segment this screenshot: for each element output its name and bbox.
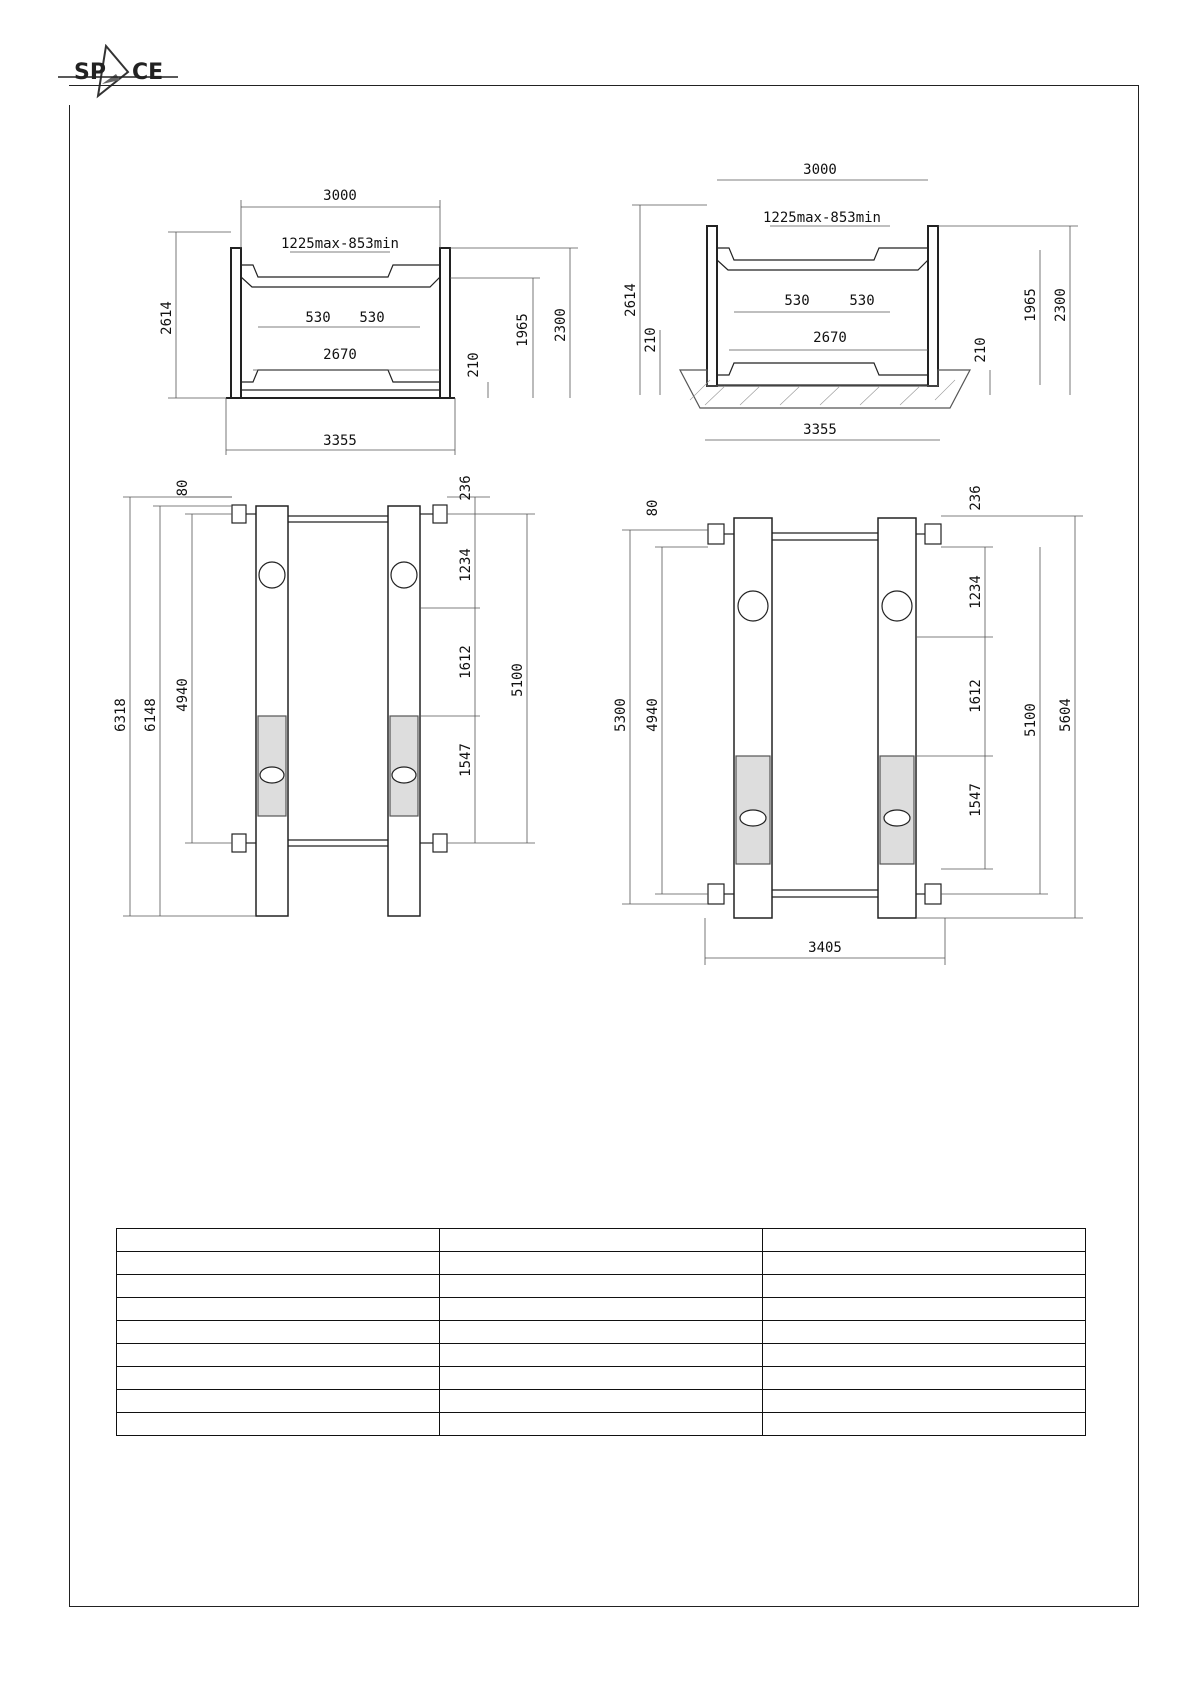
dim-236: 236	[458, 475, 474, 501]
dim-5100-r: 5100	[1023, 703, 1039, 737]
dim-4940-r: 4940	[645, 698, 661, 732]
dim-1612: 1612	[458, 645, 474, 679]
table-cell	[117, 1229, 440, 1252]
dim-530-d: 530	[849, 293, 875, 309]
dim-1234: 1234	[458, 548, 474, 582]
dim-2670-r: 2670	[813, 330, 847, 346]
dim-2614-r: 2614	[623, 283, 639, 317]
table-cell	[440, 1344, 763, 1367]
dim-80: 80	[175, 479, 191, 497]
table-cell	[117, 1413, 440, 1436]
table-cell	[763, 1298, 1086, 1321]
table-cell	[440, 1275, 763, 1298]
table-cell	[763, 1390, 1086, 1413]
dim-6148: 6148	[143, 698, 159, 732]
table-cell	[117, 1344, 440, 1367]
table-cell	[763, 1344, 1086, 1367]
table-row	[117, 1367, 1086, 1390]
front-view-right	[623, 162, 1078, 440]
dim-3405: 3405	[808, 940, 842, 956]
table-cell	[440, 1321, 763, 1344]
table-cell	[117, 1390, 440, 1413]
dim-530-b: 530	[359, 310, 385, 326]
dim-210: 210	[466, 352, 482, 378]
plan-view-right	[613, 485, 1083, 965]
dim-1965: 1965	[515, 313, 531, 347]
table-row	[117, 1252, 1086, 1275]
dim-5604: 5604	[1058, 698, 1074, 732]
table-cell	[117, 1275, 440, 1298]
logo-text-right: CE	[132, 60, 164, 85]
dim-2670: 2670	[323, 347, 357, 363]
table-cell	[763, 1367, 1086, 1390]
dim-3000-r: 3000	[803, 162, 837, 178]
plan-view-left	[113, 475, 535, 916]
dim-2300: 2300	[553, 308, 569, 342]
table-row	[117, 1344, 1086, 1367]
front-view-left	[159, 188, 578, 455]
table-cell	[117, 1252, 440, 1275]
table-cell	[440, 1390, 763, 1413]
dim-1547-r: 1547	[968, 783, 984, 817]
table-cell	[440, 1229, 763, 1252]
table-cell	[763, 1321, 1086, 1344]
dim-2300-r: 2300	[1053, 288, 1069, 322]
dim-wheel-track: 1225max-853min	[280, 236, 400, 252]
dim-6318: 6318	[113, 698, 129, 732]
table-cell	[440, 1367, 763, 1390]
dim-1612-r: 1612	[968, 679, 984, 713]
dim-1234-r: 1234	[968, 575, 984, 609]
dim-80-r: 80	[645, 499, 661, 517]
dim-1547: 1547	[458, 743, 474, 777]
dim-1965-r: 1965	[1023, 288, 1039, 322]
table-cell	[763, 1252, 1086, 1275]
dim-530-a: 530	[305, 310, 331, 326]
dim-2614: 2614	[159, 301, 175, 335]
table-row	[117, 1413, 1086, 1436]
dim-5100: 5100	[510, 663, 526, 697]
dim-5300: 5300	[613, 698, 629, 732]
dim-530-c: 530	[784, 293, 810, 309]
table-row	[117, 1321, 1086, 1344]
dim-4940: 4940	[175, 678, 191, 712]
dim-3355-r: 3355	[803, 422, 837, 438]
table-cell	[763, 1413, 1086, 1436]
spec-table	[116, 1228, 1086, 1436]
table-cell	[763, 1275, 1086, 1298]
table-cell	[440, 1298, 763, 1321]
table-cell	[117, 1321, 440, 1344]
dim-3000: 3000	[323, 188, 357, 204]
logo-text-left: SP	[74, 60, 106, 85]
table-cell	[763, 1229, 1086, 1252]
table-row	[117, 1229, 1086, 1252]
table-cell	[117, 1298, 440, 1321]
dim-wheel-track-r: 1225max-853min	[762, 210, 882, 226]
table-row	[117, 1298, 1086, 1321]
table-cell	[440, 1252, 763, 1275]
dim-3355: 3355	[323, 433, 357, 449]
table-row	[117, 1390, 1086, 1413]
table-row	[117, 1275, 1086, 1298]
dim-210-r-right: 210	[973, 337, 989, 363]
dim-210-r-left: 210	[643, 327, 659, 353]
table-cell	[440, 1413, 763, 1436]
table-cell	[117, 1367, 440, 1390]
dim-236-r: 236	[968, 485, 984, 511]
